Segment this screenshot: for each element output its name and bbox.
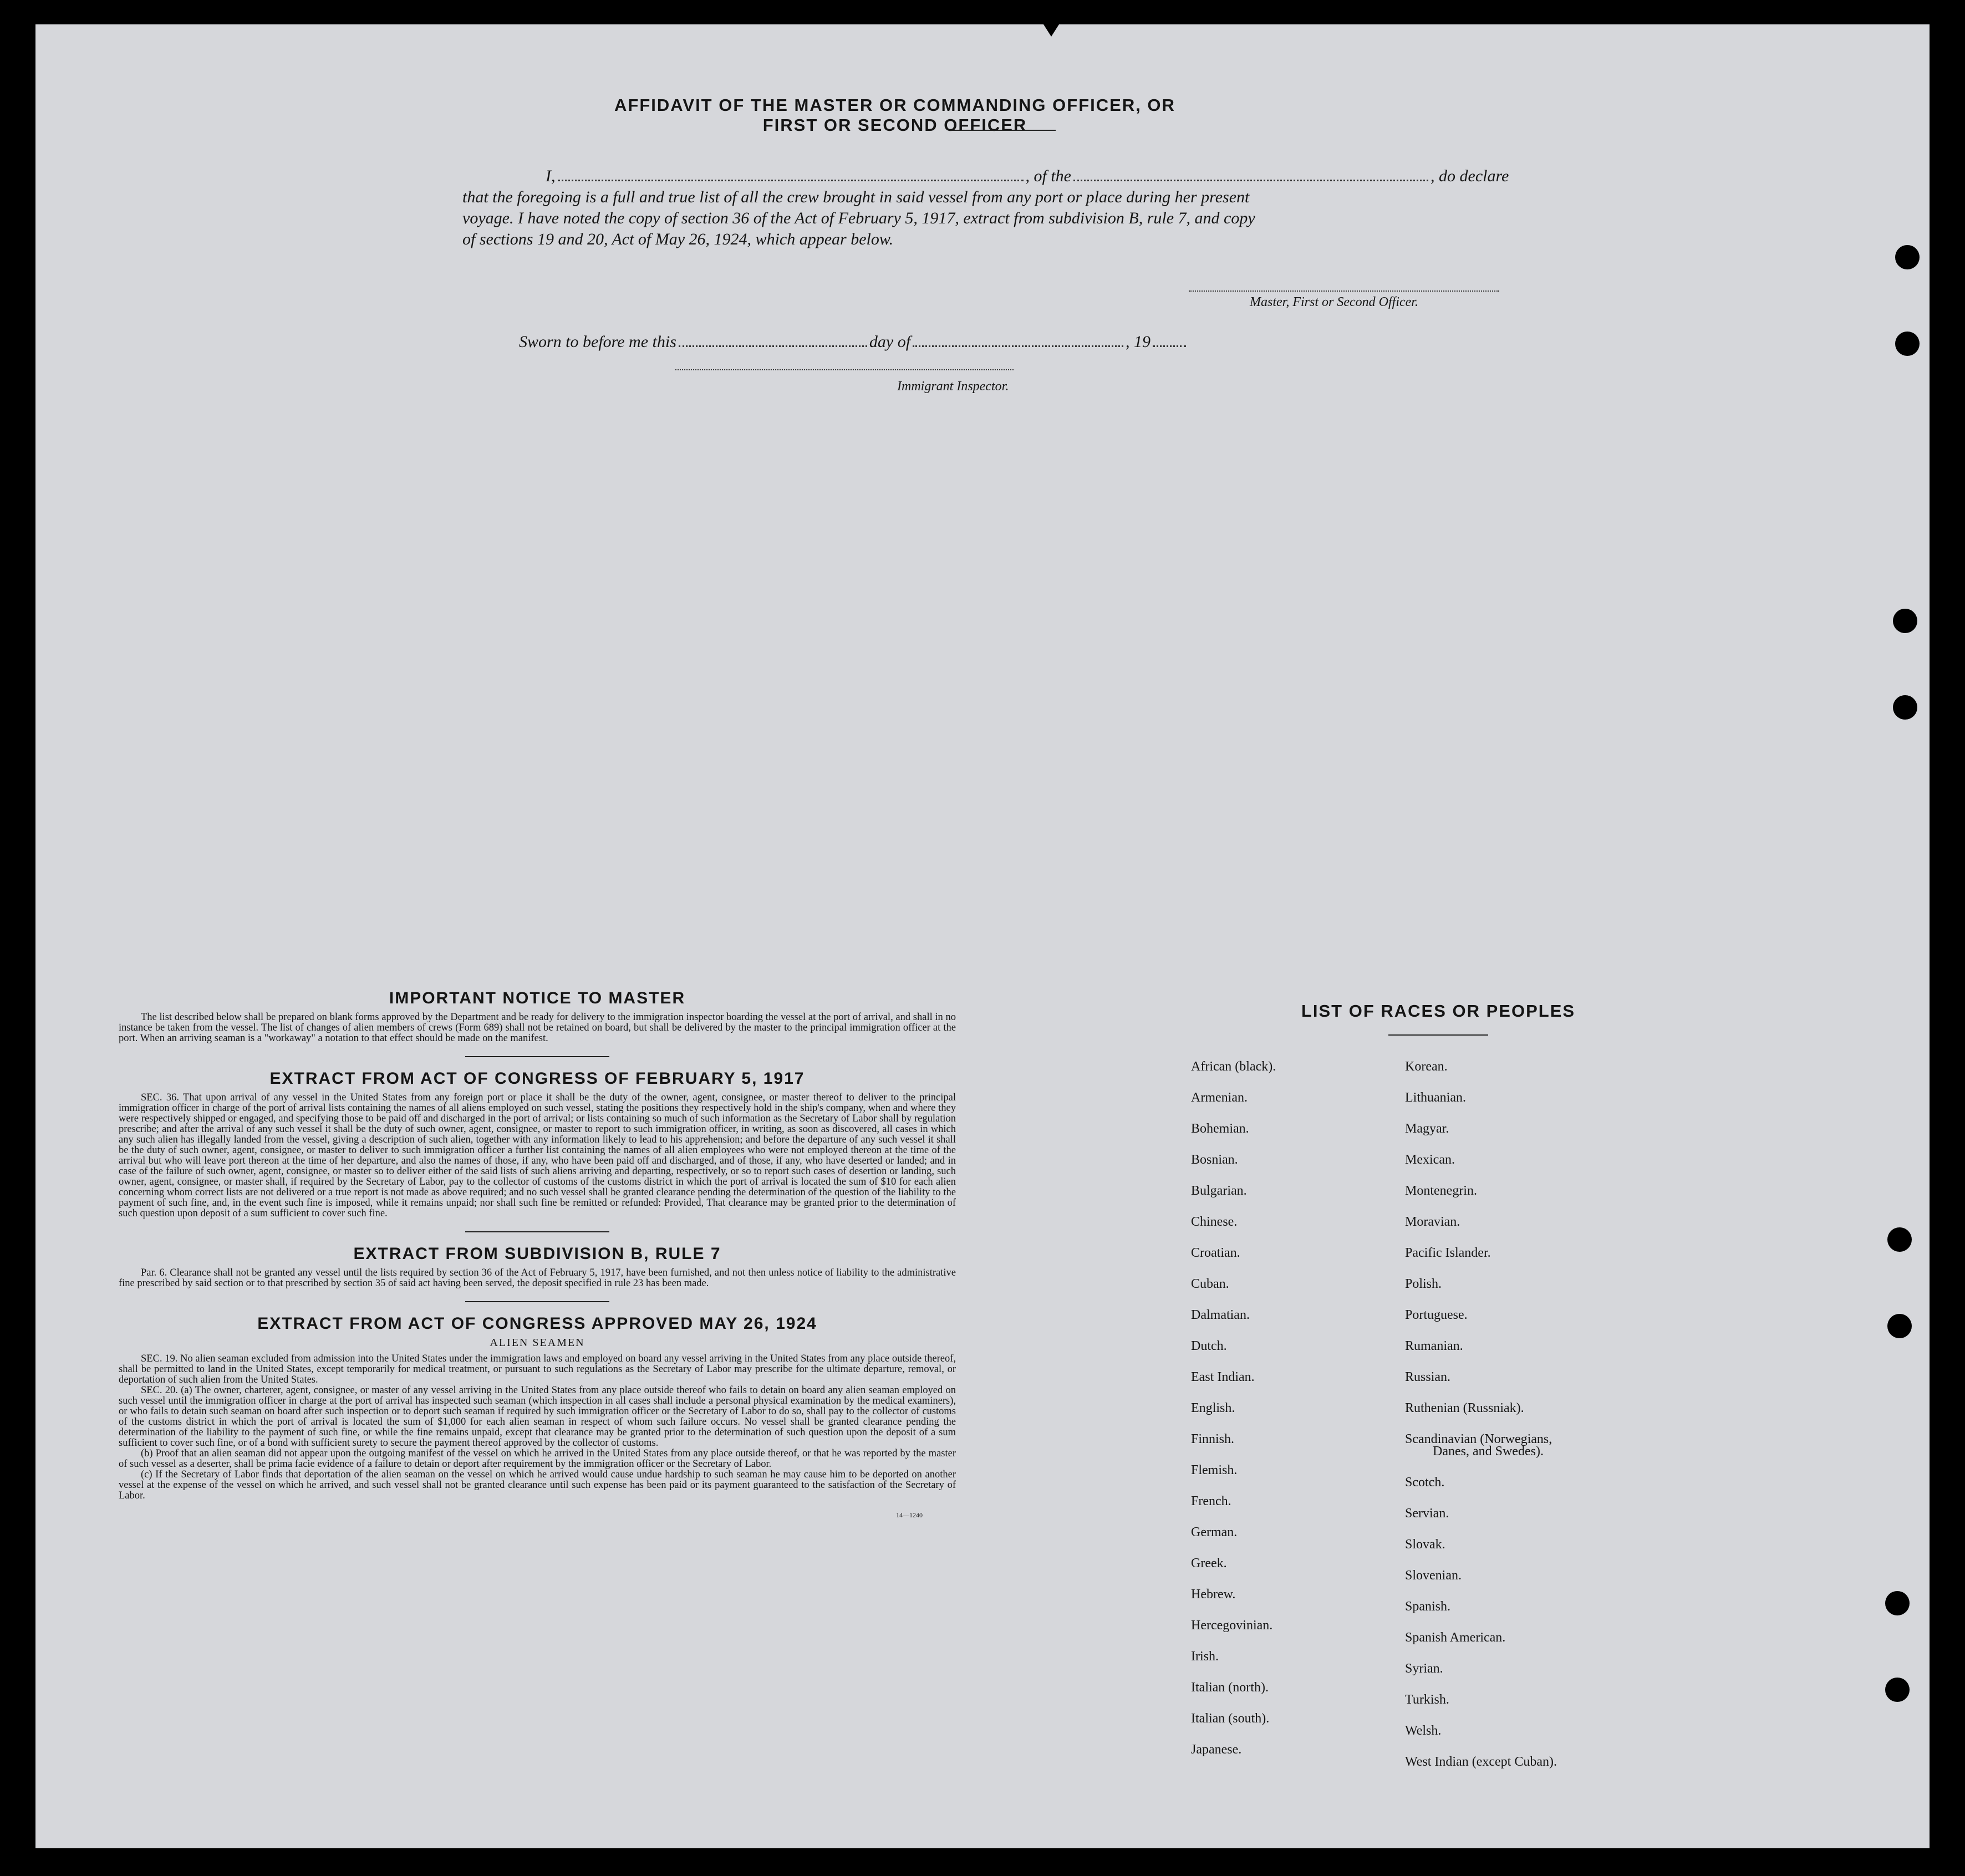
races-left-column	[1191, 1051, 1276, 1765]
sworn-month-blank[interactable]	[913, 345, 1123, 347]
binder-hole	[1887, 1314, 1912, 1338]
race-list-item: Scandinavian (Norwegians,	[1405, 1432, 1552, 1446]
section-20b: (b) Proof that an alien seaman did not appear upon the outgoing manifest of the vessel on which he arrived in the United States from any place outside thereof, or that he was reported by the master of such vessel as a deserter, shall be prima facie evidence of a failure to detain or deport after requirement by the immigration officer or the Secretary of Labor.	[119, 1448, 956, 1470]
race-list-item: Italian (south).	[1191, 1711, 1270, 1726]
race-list-item: French.	[1191, 1494, 1231, 1508]
extract-rule7-text: Par. 6. Clearance shall not be granted any vessel until the lists required by section 36 of the Act of February 5, 1917, have been furnished, and not then unless notice of liability to the administrative fine prescribed by said section or to that prescribed by section 35 of said act having been served, the deposit specified in rule 23 has been made.	[119, 1267, 956, 1289]
race-list-item: Lithuanian.	[1405, 1090, 1466, 1105]
race-list-item: Hebrew.	[1191, 1587, 1236, 1602]
race-list-item: Servian.	[1405, 1506, 1449, 1521]
race-list-item: Slovenian.	[1405, 1568, 1462, 1583]
binder-hole	[1887, 1227, 1912, 1252]
binder-hole	[1885, 1678, 1910, 1702]
affidavit-title: AFFIDAVIT OF THE MASTER OR COMMANDING OFFICER, OR FIRST OR SECOND OFFICER	[614, 95, 1175, 135]
races-divider	[1388, 1034, 1488, 1036]
race-list-item: Bosnian.	[1191, 1153, 1238, 1167]
race-list-item: Spanish American.	[1405, 1630, 1506, 1645]
race-list-item: Moravian.	[1405, 1215, 1460, 1229]
binder-hole	[1895, 332, 1920, 356]
race-list-item: Croatian.	[1191, 1246, 1240, 1260]
section-divider	[465, 1056, 609, 1057]
binder-hole	[1893, 609, 1917, 633]
document-page	[35, 24, 1930, 1848]
race-list-item: English.	[1191, 1401, 1235, 1415]
section-20c: (c) If the Secretary of Labor finds that deportation of the alien seaman on the vessel on which he arrived would cause undue hardship to such seaman he may cause him to be deported on another vessel at the expense of the vessel on which he arrived, and such vessel shall not be granted clearance until such expense has been paid or its payment guaranteed to the satisfaction of the Secretary of Labor.	[119, 1469, 956, 1501]
race-list-item: Hercegovinian.	[1191, 1618, 1273, 1633]
section-divider	[465, 1301, 609, 1302]
race-list-item: Portuguese.	[1405, 1308, 1468, 1322]
notices-column	[119, 989, 956, 1520]
race-list-item: Syrian.	[1405, 1661, 1443, 1676]
affidavit-text	[462, 166, 1577, 250]
master-signature-line[interactable]	[1189, 290, 1499, 292]
race-list-item: Polish.	[1405, 1277, 1442, 1291]
races-right-column	[1405, 1051, 1557, 1777]
race-list-item: African (black).	[1191, 1059, 1276, 1074]
title-divider	[950, 130, 1056, 131]
race-list-item: Korean.	[1405, 1059, 1448, 1074]
master-caption: Master, First or Second Officer.	[1250, 295, 1418, 309]
race-list-item: Bulgarian.	[1191, 1184, 1247, 1198]
affidavit-line-3: voyage. I have noted the copy of section 36 of the Act of February 5, 1917, extract from subdivision B, rule 7, and copy	[462, 209, 1255, 227]
race-list-item: Greek.	[1191, 1556, 1227, 1571]
race-list-item: Turkish.	[1405, 1693, 1449, 1707]
race-list-item: Armenian.	[1191, 1090, 1248, 1105]
race-list-item: Welsh.	[1405, 1724, 1442, 1738]
race-list-item: East Indian.	[1191, 1370, 1255, 1384]
race-list-item: Finnish.	[1191, 1432, 1235, 1446]
binder-hole	[1895, 245, 1920, 269]
race-list-item: German.	[1191, 1525, 1238, 1539]
extract-1917-heading: EXTRACT FROM ACT OF CONGRESS OF FEBRUARY 5, 1917	[269, 1069, 805, 1088]
race-list-item: Russian.	[1405, 1370, 1451, 1384]
race-list-item: Danes, and Swedes).	[1433, 1444, 1544, 1459]
form-number: 14—1240	[896, 1511, 923, 1519]
sworn-day-blank[interactable]	[679, 345, 867, 347]
notice-heading: IMPORTANT NOTICE TO MASTER	[389, 989, 686, 1007]
race-list-item: Bohemian.	[1191, 1121, 1249, 1136]
affidavit-line-1: I, , of the , do declare	[546, 167, 1509, 185]
extract-1924-text	[119, 1354, 956, 1501]
inspector-caption: Immigrant Inspector.	[897, 379, 1009, 394]
name-blank[interactable]	[558, 180, 1024, 181]
race-list-item: Magyar.	[1405, 1121, 1449, 1136]
binder-hole	[1885, 1591, 1910, 1615]
race-list-item: Japanese.	[1191, 1742, 1242, 1757]
binder-hole	[1893, 695, 1917, 720]
race-list-item: Mexican.	[1405, 1153, 1455, 1167]
race-list-item: Dutch.	[1191, 1339, 1227, 1353]
extract-rule7-heading: EXTRACT FROM SUBDIVISION B, RULE 7	[353, 1245, 721, 1263]
page-notch	[1043, 24, 1059, 37]
alien-seamen-subheading: ALIEN SEAMEN	[490, 1337, 585, 1349]
affidavit-line-4: of sections 19 and 20, Act of May 26, 1924, which appear below.	[462, 230, 894, 248]
affidavit-line-2: that the foregoing is a full and true list of all the crew brought in said vessel from any port or place during her present	[462, 188, 1250, 206]
race-list-item: Cuban.	[1191, 1277, 1229, 1291]
race-list-item: Spanish.	[1405, 1599, 1451, 1614]
race-list-item: Scotch.	[1405, 1475, 1445, 1490]
section-divider	[465, 1231, 609, 1232]
race-list-item: Chinese.	[1191, 1215, 1238, 1229]
races-heading: LIST OF RACES OR PEOPLES	[1301, 1001, 1576, 1021]
race-list-item: West Indian (except Cuban).	[1405, 1755, 1557, 1769]
race-list-item: Montenegrin.	[1405, 1184, 1477, 1198]
section-20a: SEC. 20. (a) The owner, charterer, agent, consignee, or master of any vessel arriving in the United States from any place outside thereof who fails to detain on board any alien seaman employed on such vessel until the immigration officer in charge at the port of arrival has inspected such seaman (which inspection in all cases shall include a personal physical examination by the medical examiners), or who fails to detain such seaman on board after such inspection or to deport such seaman if required by such immigration officer or the Secretary of Labor to do so, shall pay to the collector of customs of the customs district in which the port of arrival is located the sum of $1,000 for each alien seaman in respect of whom such failure occurs. No vessel shall be granted clearance pending the determination of the liability to the payment of such fine, or while the fine remains unpaid, except that clearance may be granted prior to the determination of such question upon the deposit of a sum sufficient to cover such fine, or of a bond with sufficient surety to secure the payment thereof approved by the collector of customs.	[119, 1385, 956, 1449]
inspector-signature-line[interactable]	[675, 369, 1014, 370]
vessel-blank[interactable]	[1073, 180, 1428, 181]
section-19: SEC. 19. No alien seaman excluded from admission into the United States under the immigration laws and employed on board any vessel arriving in the United States from any place outside thereof, shall be permitted to land in the United States, except temporarily for medical treatment, or pursuant to such regulations as the Secretary of Labor may prescribe for the ultimate departure, removal, or deportation of such alien from the United States.	[119, 1353, 956, 1385]
sworn-year-blank[interactable]	[1153, 345, 1186, 347]
extract-1924-heading: EXTRACT FROM ACT OF CONGRESS APPROVED MAY 26, 1924	[257, 1314, 817, 1333]
extract-1917-text: SEC. 36. That upon arrival of any vessel in the United States from any foreign port or place it shall be the duty of the owner, agent, consignee, or master thereof to deliver to the principal immigration officer in charge of the port of arrival lists containing the names of all aliens employed on such vessel, stating the positions they respectively hold in the ship's company, when and where they were respectively shipped or engaged, and specifying those to be paid off and discharged in the port of arrival; or lists containing so much of such information as the Secretary of Labor shall by regulation prescribe; and after the arrival of any such vessel it shall be the duty of such owner, agent, consignee, or master to report to such immigration officer, in writing, as soon as discovered, all cases in which any such alien has illegally landed from the vessel, giving a description of such alien, together with any information likely to lead to his apprehension; and before the departure of any such vessel it shall be the duty of such owner, agent, consignee, or master to deliver to such immigration officer a further list containing the names of all alien employees who were not employed thereon at the time of the arrival but who will leave port thereon at the time of her departure, and also the names of those, if any, who have been paid off and discharged, and of those, if any, who have deserted or landed; and in case of the failure of such owner, agent, consignee, or master so to deliver either of the said lists of such aliens arriving and departing, respectively, or so to report such cases of desertion or landing, such owner, agent, consignee, or master shall, if required by the Secretary of Labor, pay to the collector of customs of the customs district in which the port of arrival is located the sum of $10 for each alien concerning whom correct lists are not delivered or a true report is not made as above required; and no such vessel shall be granted clearance pending the determination of the question of the liability to the payment of such fine, and, in the event such fine is imposed, while it remains unpaid; nor shall such fine be remitted or refunded: Provided, That clearance may be granted prior to the determination of such question upon deposit of a sum sufficient to cover such fine.	[119, 1092, 956, 1219]
notice-text: The list described below shall be prepared on blank forms approved by the Department and be ready for delivery to the immigration inspector boarding the vessel at the port of arrival, and shall in no instance be taken from the vessel. The list of changes of alien members of crews (Form 689) shall not be retained on board, but shall be delivered by the master to the principal immigration officer at the port. When an arriving seaman is a "workaway" a notation to that effect should be made on the manifest.	[119, 1012, 956, 1044]
race-list-item: Rumanian.	[1405, 1339, 1463, 1353]
race-list-item: Irish.	[1191, 1649, 1219, 1664]
race-list-item: Flemish.	[1191, 1463, 1238, 1477]
race-list-item: Slovak.	[1405, 1537, 1445, 1552]
race-list-item: Dalmatian.	[1191, 1308, 1250, 1322]
race-list-item: Italian (north).	[1191, 1680, 1269, 1695]
race-list-item: Pacific Islander.	[1405, 1246, 1491, 1260]
race-list-item: Ruthenian (Russniak).	[1405, 1401, 1524, 1415]
sworn-line: Sworn to before me this day of , 19	[519, 333, 1188, 351]
